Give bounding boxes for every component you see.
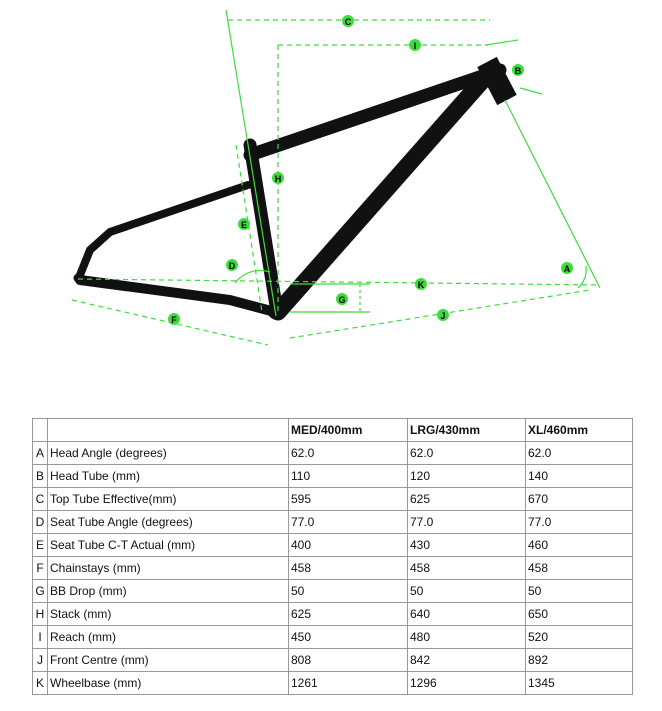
svg-text:D: D [228,261,236,271]
callout-k [415,278,427,290]
table-row [33,534,633,557]
row-label: Head Angle (degrees) [48,442,289,465]
row-key: H [33,603,48,626]
header-key [33,419,48,442]
row-key: I [33,626,48,649]
svg-text:I: I [413,41,417,51]
cell-med: 458 [289,557,408,580]
row-label: Top Tube Effective(mm) [48,488,289,511]
row-label: Seat Tube C-T Actual (mm) [48,534,289,557]
cell-lrg: 62.0 [408,442,526,465]
cell-med: 808 [289,649,408,672]
svg-text:B: B [514,66,522,76]
cell-lrg: 480 [408,626,526,649]
seat-tube [250,145,277,312]
geometry-table [32,418,633,695]
dimension-lines [72,10,600,345]
table-header-row [33,419,633,442]
cell-lrg: 458 [408,557,526,580]
row-label: Head Tube (mm) [48,465,289,488]
cell-xl: 458 [526,557,633,580]
table-row [33,465,633,488]
table-row [33,488,633,511]
cell-xl: 520 [526,626,633,649]
svg-text:H: H [274,174,282,184]
row-key: D [33,511,48,534]
callout-d [226,259,238,271]
svg-text:A: A [563,264,571,274]
callout-f [168,313,180,325]
row-key: B [33,465,48,488]
row-label: Wheelbase (mm) [48,672,289,695]
svg-text:C: C [344,17,352,27]
cell-med: 77.0 [289,511,408,534]
table-row [33,557,633,580]
table-row [33,580,633,603]
cell-lrg: 640 [408,603,526,626]
head-tube-ext-1 [486,40,518,45]
table-row [33,672,633,695]
cell-med: 50 [289,580,408,603]
header-lrg: LRG/430mm [408,419,526,442]
callout-g [336,293,348,305]
cell-xl: 50 [526,580,633,603]
callout-e [238,218,250,230]
cell-xl: 140 [526,465,633,488]
callout-a [561,262,573,274]
cell-med: 400 [289,534,408,557]
table-row [33,511,633,534]
row-label: Stack (mm) [48,603,289,626]
cell-lrg: 430 [408,534,526,557]
svg-text:K: K [417,280,425,290]
row-key: F [33,557,48,580]
svg-text:J: J [440,311,446,321]
rear-dropout [74,274,82,282]
cell-med: 450 [289,626,408,649]
header-med: MED/400mm [289,419,408,442]
bike-frame [74,62,507,319]
cell-lrg: 625 [408,488,526,511]
callout-j [437,309,449,321]
chain-stay [80,280,275,312]
table-row [33,649,633,672]
svg-text:G: G [338,295,346,305]
header-label [48,419,289,442]
cell-xl: 1345 [526,672,633,695]
cell-med: 62.0 [289,442,408,465]
cell-xl: 892 [526,649,633,672]
table-row [33,603,633,626]
row-label: Chainstays (mm) [48,557,289,580]
head-tube-ext-2 [520,88,542,94]
table-row [33,442,633,465]
cell-med: 625 [289,603,408,626]
cell-xl: 670 [526,488,633,511]
cell-lrg: 842 [408,649,526,672]
row-key: E [33,534,48,557]
cell-med: 1261 [289,672,408,695]
cell-med: 110 [289,465,408,488]
cell-xl: 77.0 [526,511,633,534]
cell-xl: 650 [526,603,633,626]
row-label: Seat Tube Angle (degrees) [48,511,289,534]
cell-lrg: 1296 [408,672,526,695]
row-key: J [33,649,48,672]
header-xl: XL/460mm [526,419,633,442]
callout-b [512,64,524,76]
callout-i [409,39,421,51]
cell-lrg: 50 [408,580,526,603]
row-key: C [33,488,48,511]
cell-med: 595 [289,488,408,511]
callout-c [342,15,354,27]
row-key: G [33,580,48,603]
row-label: Reach (mm) [48,626,289,649]
svg-text:F: F [171,315,177,325]
cell-xl: 62.0 [526,442,633,465]
row-label: Front Centre (mm) [48,649,289,672]
row-label: BB Drop (mm) [48,580,289,603]
steering-axis-line [505,100,600,288]
cell-lrg: 77.0 [408,511,526,534]
row-key: A [33,442,48,465]
svg-text:E: E [240,220,248,230]
cell-lrg: 120 [408,465,526,488]
table-row [33,626,633,649]
callout-h [272,172,284,184]
row-key: K [33,672,48,695]
seat-stay [80,185,248,275]
bottom-bracket [268,303,284,319]
cell-xl: 460 [526,534,633,557]
